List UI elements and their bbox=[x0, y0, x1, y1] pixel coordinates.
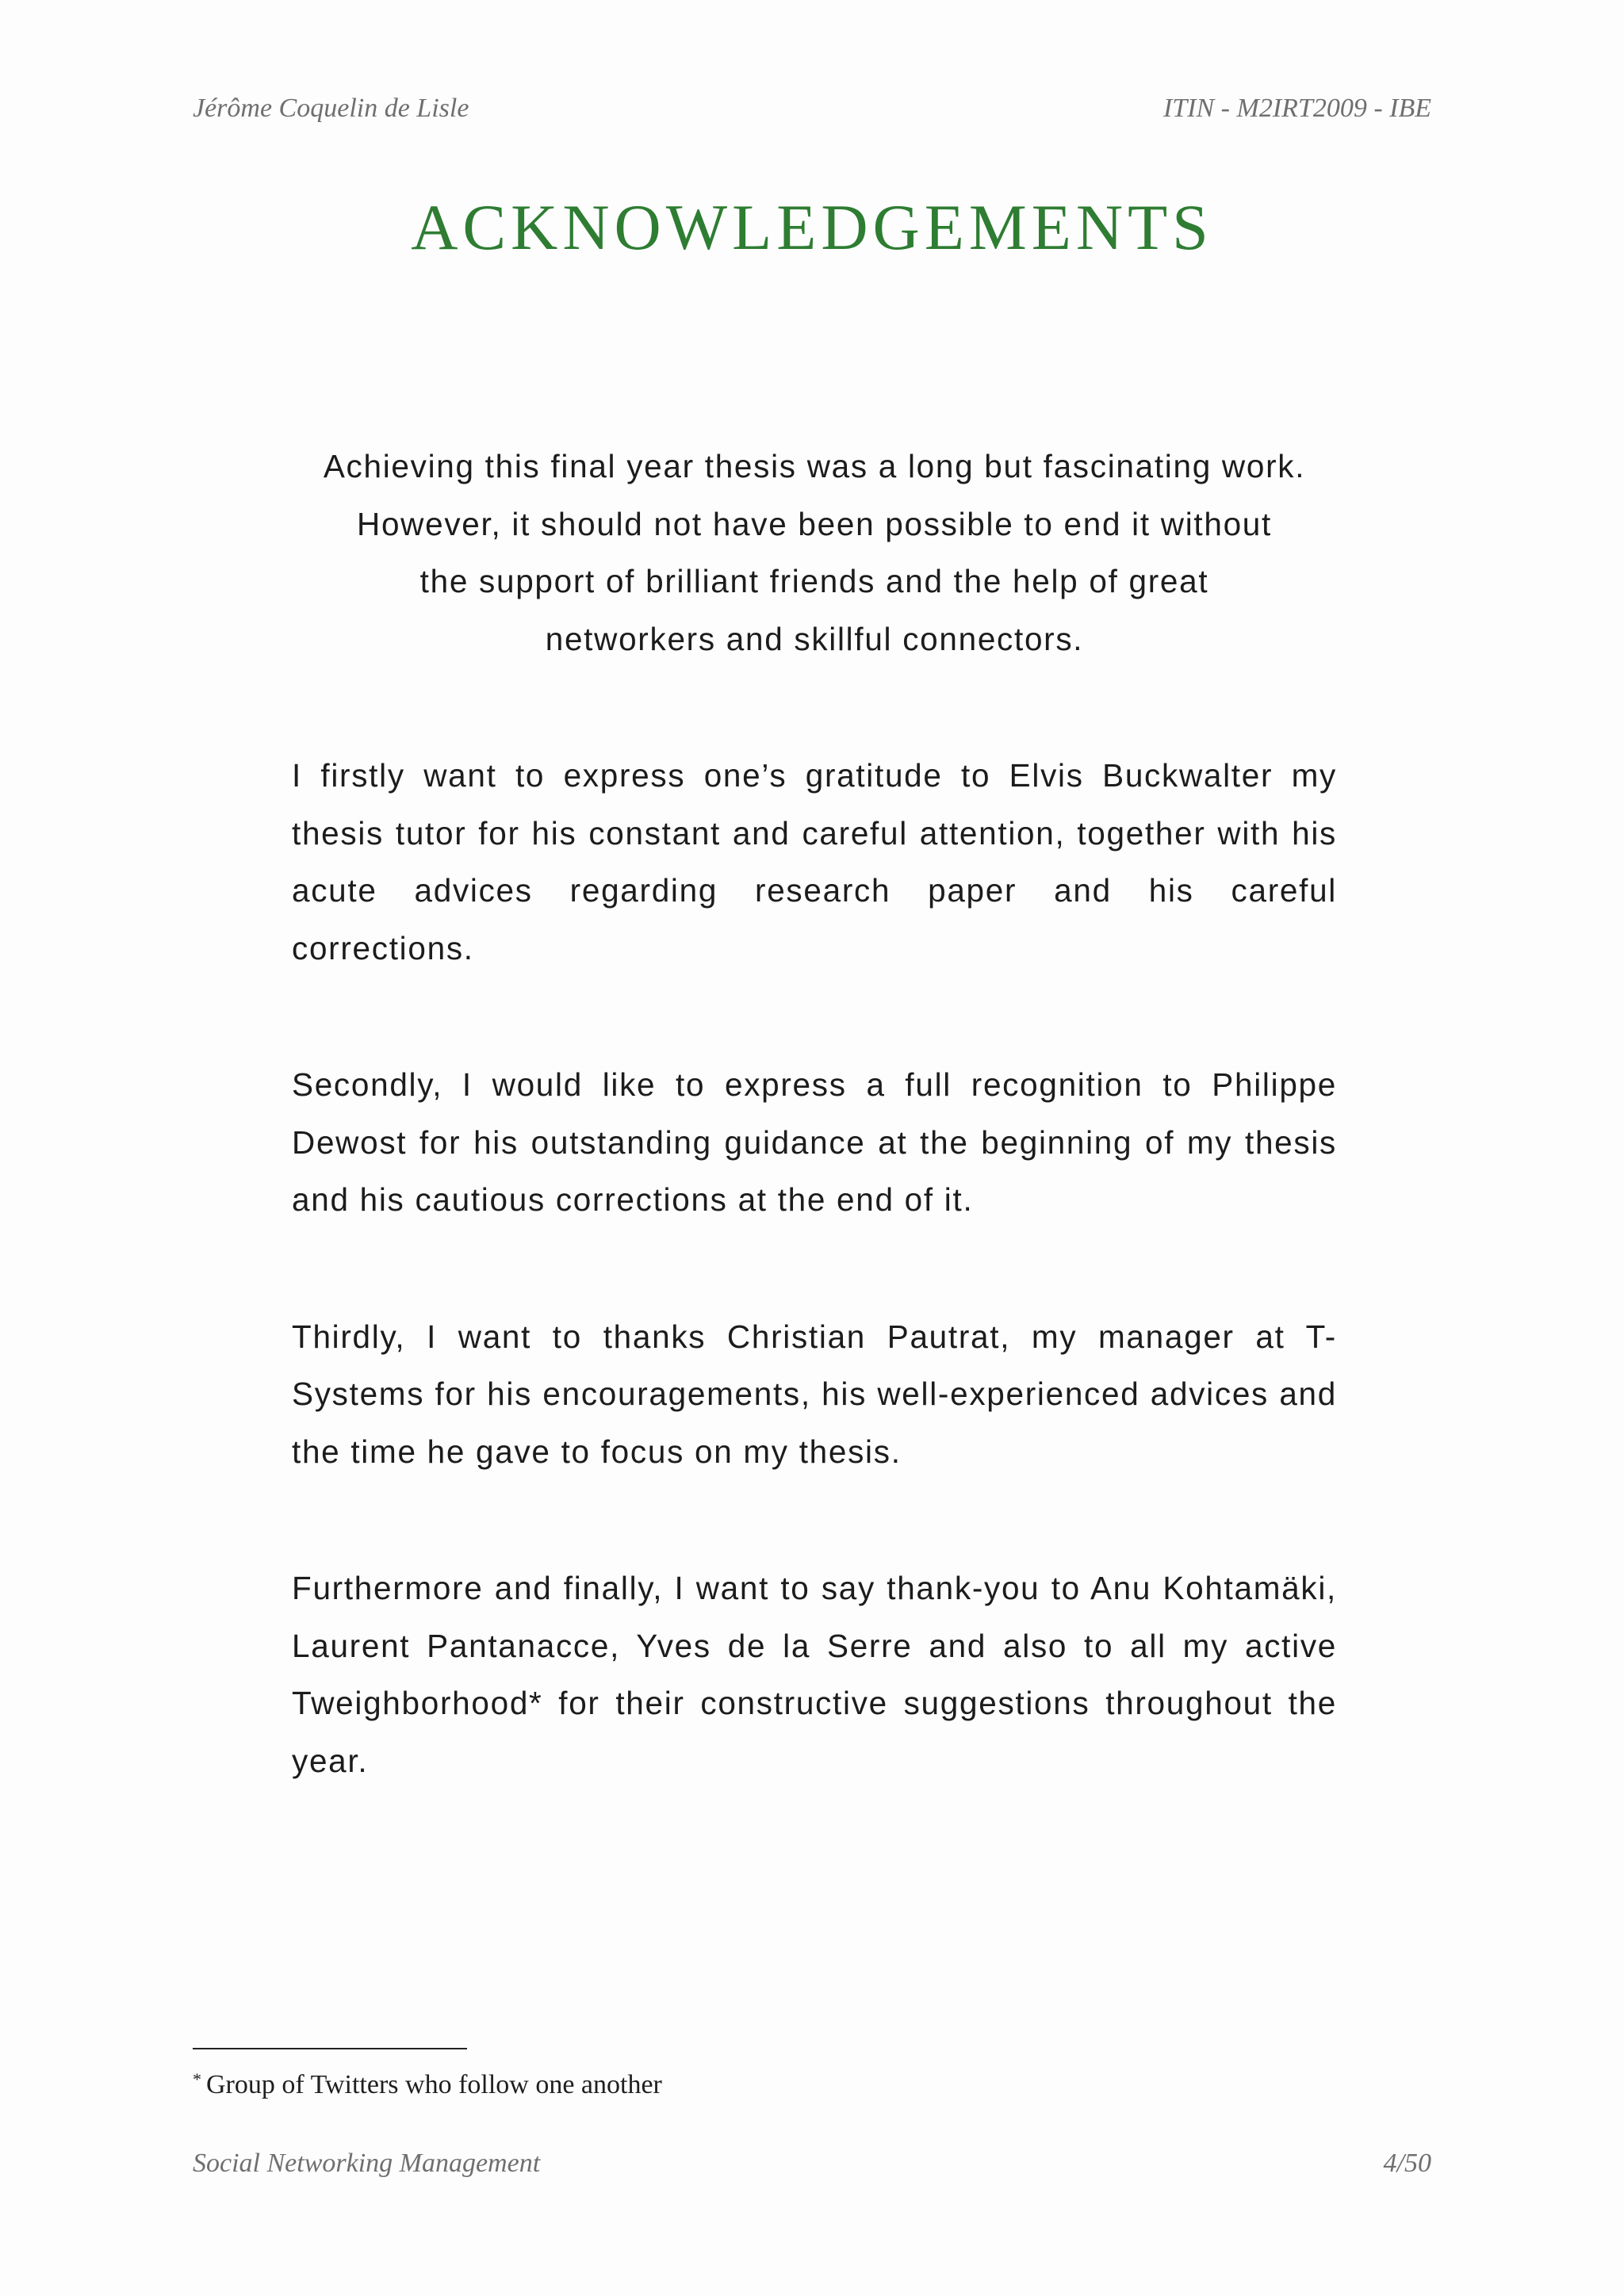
paragraph-guidance: Secondly, I would like to express a full recognition to Philippe Dewost for his outstanding guidance at the beginning of my thesis and his cautious corrections at the end of it. bbox=[292, 1066, 1337, 1218]
page-title: ACKNOWLEDGEMENTS bbox=[411, 191, 1213, 263]
paragraph-network: Furthermore and finally, I want to say thank-you to Anu Kohtamäki, Laurent Pantanacce, Yves de la Serre and also to all my active Tweighborhood* for their constructive suggestions throughout the year. bbox=[292, 1570, 1337, 1779]
footnote-marker: * bbox=[193, 2069, 201, 2089]
intro-line: Achieving this final year thesis was a long but fascinating work. bbox=[323, 448, 1306, 484]
intro-line: networkers and skillful connectors. bbox=[545, 620, 1084, 657]
footer-document-title: Social Networking Management bbox=[193, 2149, 541, 2178]
paragraph-tutor: I firstly want to express one’s gratitude to Elvis Buckwalter my thesis tutor for his constant and careful attention, together with his acute advices regarding research paper and his careful corrections. bbox=[292, 757, 1337, 966]
footnote bbox=[193, 2069, 662, 2100]
intro-line: the support of brilliant friends and the help of great bbox=[419, 563, 1209, 599]
header-reference: ITIN - M2IRT2009 - IBE bbox=[1162, 94, 1431, 123]
footnote-divider bbox=[193, 2048, 467, 2049]
footnote-text: Group of Twitters who follow one another bbox=[206, 2070, 662, 2099]
intro-line: However, it should not have been possible to end it without bbox=[357, 505, 1272, 542]
page-number: 4/50 bbox=[1383, 2149, 1431, 2178]
paragraph-manager: Thirdly, I want to thanks Christian Pautrat, my manager at T-Systems for his encouragements, his well-experienced advices and the time he gave to focus on my thesis. bbox=[292, 1318, 1337, 1470]
header-author: Jérôme Coquelin de Lisle bbox=[193, 94, 469, 123]
acknowledgements-body bbox=[292, 438, 1337, 1869]
intro-paragraph bbox=[292, 438, 1337, 668]
